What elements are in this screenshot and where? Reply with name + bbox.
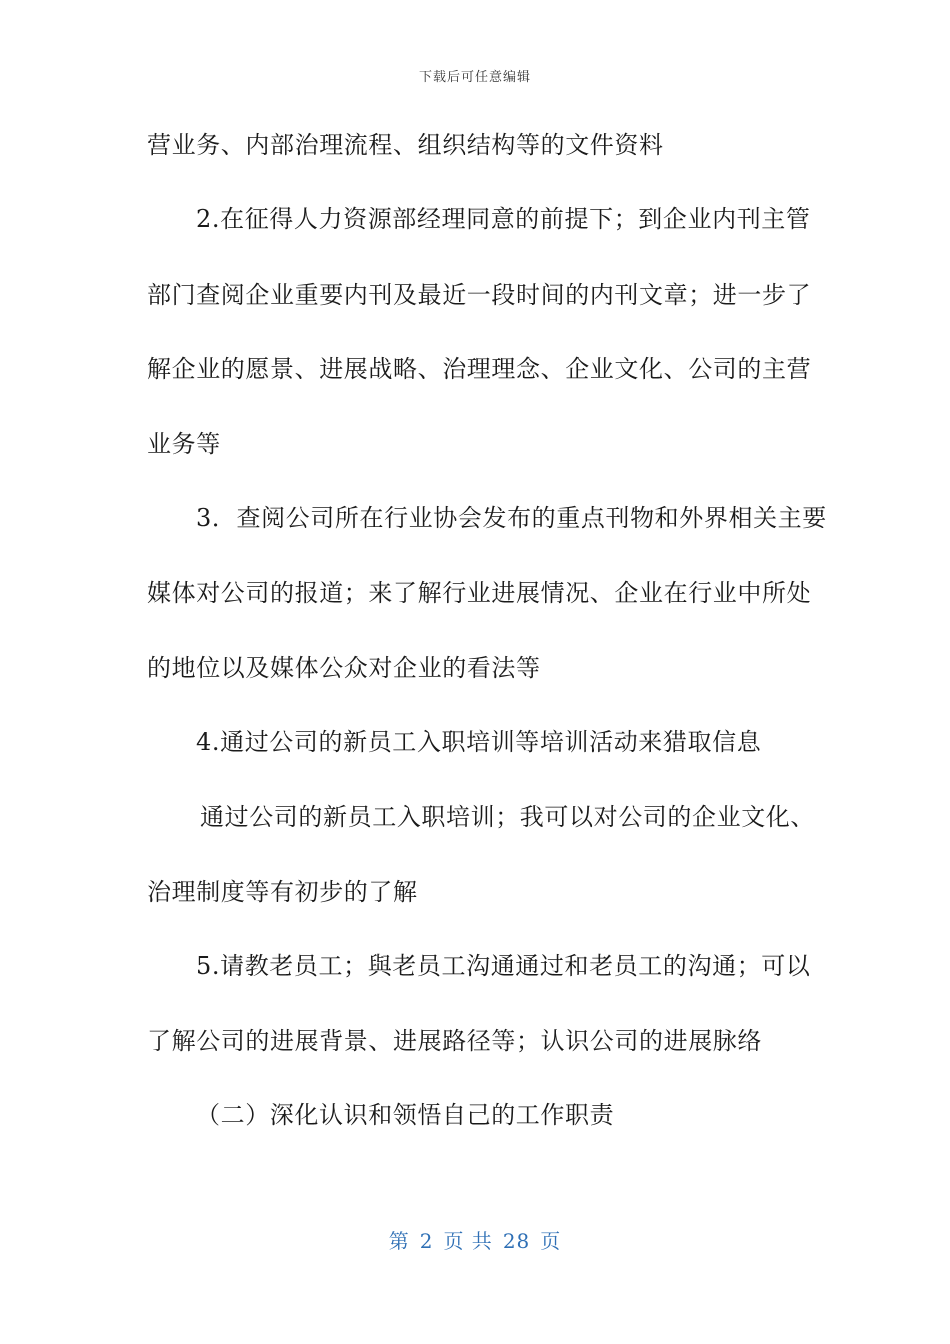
- section-heading: （二）深化认识和领悟自己的工作职责: [196, 1101, 615, 1129]
- footer-label-page: 第: [388, 1229, 410, 1253]
- body-line: 部门查阅企业重要内刊及最近一段时间的内刊文章；进一步了: [147, 281, 812, 309]
- body-line: 3．查阅公司所在行业协会发布的重点刊物和外界相关主要: [196, 504, 827, 532]
- footer-total-pages: 28: [502, 1229, 531, 1253]
- body-line: 2.在征得人力资源部经理同意的前提下；到企业内刊主管: [196, 205, 811, 233]
- footer-current-page: 2: [419, 1229, 434, 1253]
- footer-label-of: 页 共: [443, 1229, 493, 1253]
- footer-label-end: 页: [540, 1229, 562, 1253]
- body-line: 通过公司的新员工入职培训；我可以对公司的企业文化、: [200, 803, 815, 831]
- body-line: 业务等: [147, 430, 221, 458]
- body-line: 4.通过公司的新员工入职培训等培训活动来猎取信息: [196, 728, 762, 756]
- body-line: 治理制度等有初步的了解: [147, 878, 418, 906]
- page-footer: [0, 1225, 950, 1254]
- body-line: 营业务、内部治理流程、组织结构等的文件资料: [147, 131, 664, 159]
- body-line: 了解公司的进展背景、进展路径等；认识公司的进展脉络: [147, 1027, 762, 1055]
- page-header: 下载后可任意编辑: [418, 70, 531, 85]
- body-line: 解企业的愿景、进展战略、治理理念、企业文化、公司的主营: [147, 355, 812, 383]
- body-line: 媒体对公司的报道；来了解行业进展情况、企业在行业中所处: [147, 579, 812, 607]
- body-line: 5.请教老员工；與老员工沟通通过和老员工的沟通；可以: [196, 952, 811, 980]
- body-line: 的地位以及媒体公众对企业的看法等: [147, 654, 541, 682]
